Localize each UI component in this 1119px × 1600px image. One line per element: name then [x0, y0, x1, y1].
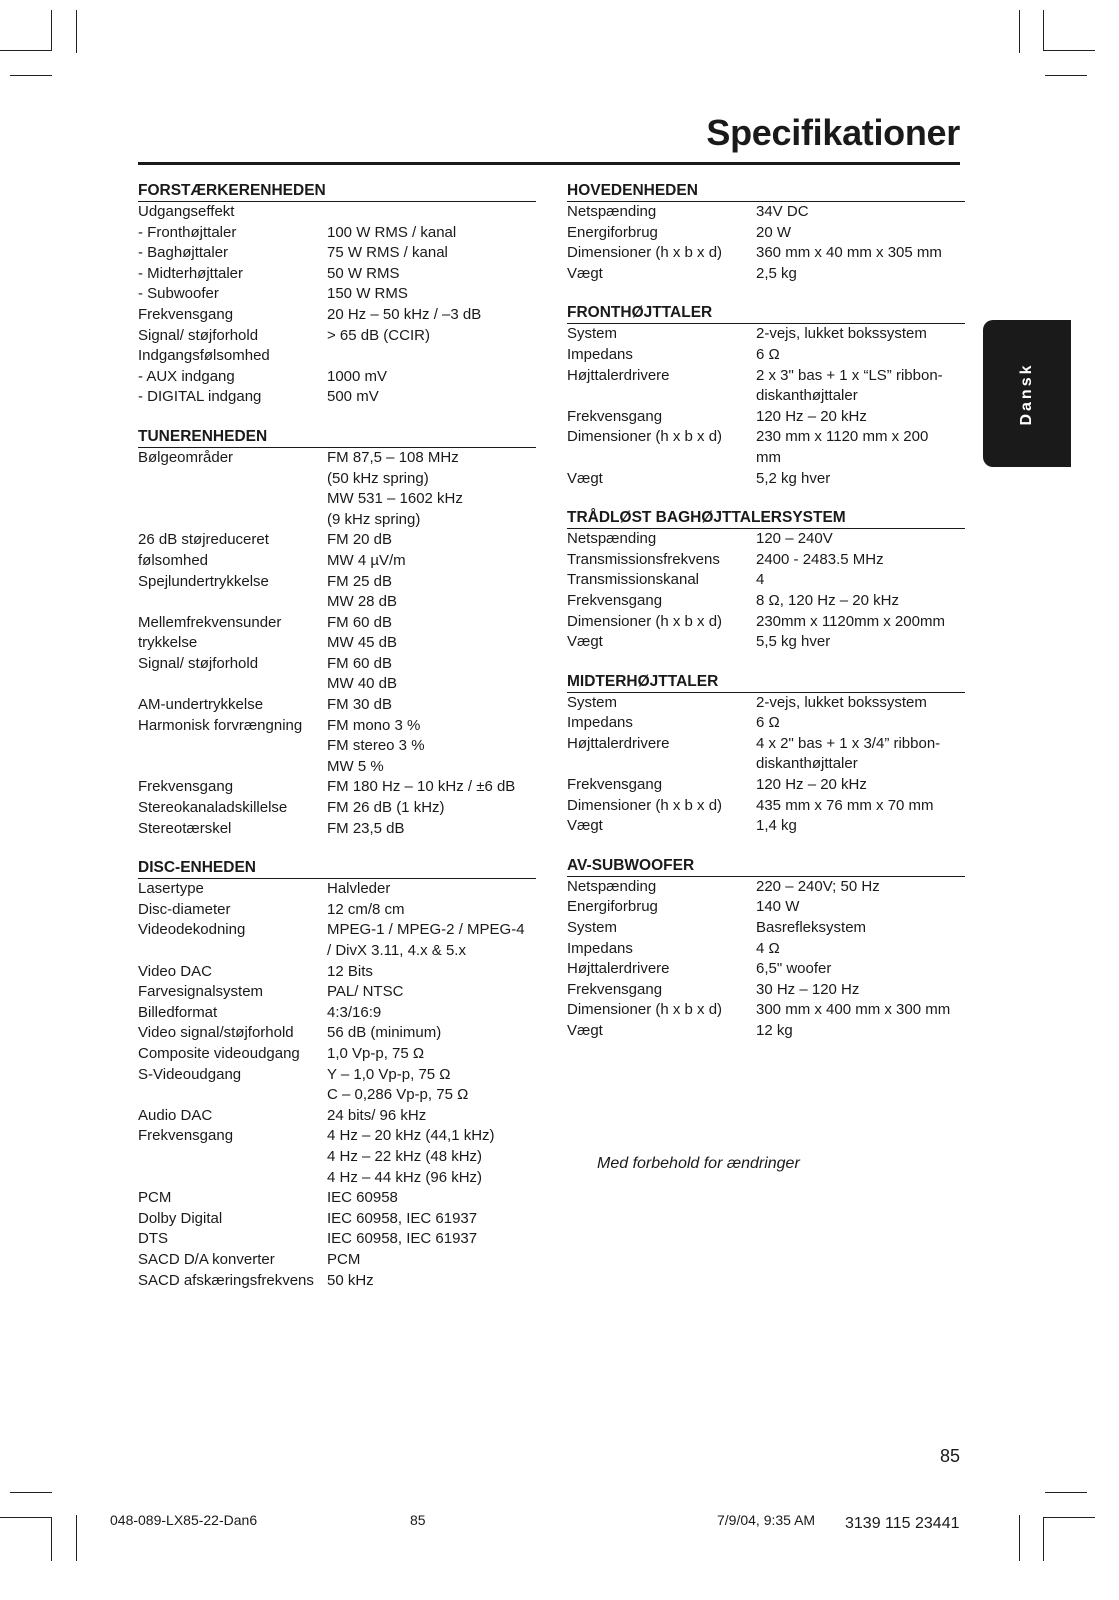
- title-rule: [138, 162, 960, 165]
- section-heading: MIDTERHØJTTALER: [567, 673, 965, 693]
- spec-row: [138, 305, 536, 326]
- spec-value: 4: [756, 571, 765, 589]
- crop-mark: [1019, 10, 1020, 53]
- crop-mark: [10, 75, 52, 76]
- spec-label: - Midterhøjttaler: [138, 264, 244, 282]
- disclaimer-note: Med forbehold for ændringer: [597, 1155, 800, 1172]
- spec-label: Composite videoudgang: [138, 1044, 300, 1062]
- spec-value: 230mm x 1120mm x 200mm: [756, 612, 945, 630]
- spec-row: [138, 1209, 536, 1230]
- spec-label: SACD afskæringsfrekvens: [138, 1271, 314, 1289]
- spec-label: Dimensioner (h x b x d): [567, 428, 723, 446]
- spec-value: 2-vejs, lukket bokssystem: [756, 325, 927, 343]
- spec-row: [567, 693, 965, 714]
- spec-row: [138, 695, 536, 716]
- spec-value: (50 kHz spring): [327, 469, 429, 487]
- spec-value: 12 Bits: [327, 962, 373, 980]
- spec-label: [138, 674, 327, 695]
- spec-value: 360 mm x 40 mm x 305 mm: [756, 244, 942, 262]
- spec-label: [138, 941, 327, 962]
- spec-row: [567, 223, 965, 244]
- spec-row: [138, 387, 536, 408]
- spec-row: [567, 469, 965, 490]
- spec-label: Netspænding: [567, 530, 657, 548]
- spec-value: FM mono 3 %: [327, 716, 421, 734]
- section-heading: AV-SUBWOOFER: [567, 857, 965, 877]
- spec-row: [138, 551, 536, 572]
- spec-value: > 65 dB (CCIR): [327, 326, 430, 344]
- spec-label: Dimensioner (h x b x d): [567, 796, 723, 814]
- spec-label: Højttalerdrivere: [567, 960, 670, 978]
- spec-label: AM-undertrykkelse: [138, 696, 264, 714]
- spec-label: System: [567, 919, 618, 937]
- footer-datetime: 7/9/04, 9:35 AM: [717, 1512, 816, 1528]
- spec-value: 50 kHz: [327, 1271, 374, 1289]
- spec-section: [567, 857, 965, 1042]
- spec-value: IEC 60958, IEC 61937: [327, 1209, 478, 1227]
- spec-value: IEC 60958, IEC 61937: [327, 1230, 478, 1248]
- spec-row: [567, 570, 965, 591]
- spec-row: [138, 530, 536, 551]
- spec-label: Frekvensgang: [567, 776, 663, 794]
- spec-row: [138, 941, 536, 962]
- spec-value: 4 Ω: [756, 939, 780, 957]
- spec-label: Frekvensgang: [567, 407, 663, 425]
- spec-value: 20 Hz – 50 kHz / –3 dB: [327, 305, 482, 323]
- section-heading: FORSTÆRKERENHEDEN: [138, 182, 536, 202]
- spec-row: [138, 1188, 536, 1209]
- spec-value: 300 mm x 400 mm x 300 mm: [756, 1001, 951, 1019]
- spec-section: [138, 428, 536, 839]
- spec-label: [567, 386, 756, 407]
- spec-label: Indgangsfølsomhed: [138, 347, 270, 365]
- spec-row: [567, 448, 965, 469]
- spec-value: 2400 - 2483.5 MHz: [756, 550, 884, 568]
- spec-section: [138, 182, 536, 408]
- spec-label: Farvesignalsystem: [138, 983, 264, 1001]
- spec-value: C – 0,286 Vp-p, 75 Ω: [327, 1086, 469, 1104]
- spec-value: FM 30 dB: [327, 696, 393, 714]
- spec-label: Energiforbrug: [567, 898, 658, 916]
- spec-row: [138, 223, 536, 244]
- spec-row: [138, 1023, 536, 1044]
- spec-label: Frekvensgang: [567, 591, 663, 609]
- spec-label: Dimensioner (h x b x d): [567, 612, 723, 630]
- spec-label: - AUX indgang: [138, 367, 235, 385]
- spec-row: [138, 1250, 536, 1271]
- spec-value: FM 25 dB: [327, 572, 393, 590]
- spec-row: [138, 264, 536, 285]
- footer-file: 048-089-LX85-22-Dan6: [110, 1512, 258, 1528]
- spec-label: Højttalerdrivere: [567, 734, 670, 752]
- spec-section: [567, 673, 965, 837]
- spec-label: Højttalerdrivere: [567, 366, 670, 384]
- spec-value: diskanthøjttaler: [756, 387, 858, 405]
- spec-row: [138, 367, 536, 388]
- spec-label: Frekvensgang: [138, 305, 234, 323]
- spec-label: Transmissionskanal: [567, 571, 699, 589]
- spec-row: [567, 427, 965, 448]
- spec-row: [567, 796, 965, 817]
- spec-label: - Subwoofer: [138, 285, 219, 303]
- spec-value: FM 60 dB: [327, 613, 393, 631]
- spec-value: IEC 60958: [327, 1189, 398, 1207]
- crop-mark: [1043, 50, 1095, 51]
- spec-label: [138, 592, 327, 613]
- spec-label: [138, 736, 327, 757]
- spec-value: FM 60 dB: [327, 654, 393, 672]
- spec-label: Netspænding: [567, 203, 657, 220]
- right-column: [567, 182, 965, 1062]
- spec-row: [138, 982, 536, 1003]
- spec-value: 150 W RMS: [327, 285, 408, 303]
- spec-row: [567, 324, 965, 345]
- spec-label: Signal/ støjforhold: [138, 326, 259, 344]
- spec-label: Impedans: [567, 345, 633, 363]
- spec-value: FM 87,5 – 108 MHz: [327, 448, 459, 466]
- spec-value: 50 W RMS: [327, 264, 400, 282]
- spec-value: 2 x 3" bas + 1 x “LS” ribbon-: [756, 366, 943, 384]
- spec-value: Halvleder: [327, 880, 391, 898]
- spec-label: Stereotærskel: [138, 819, 232, 837]
- spec-value: 4:3/16:9: [327, 1003, 382, 1021]
- spec-row: [138, 613, 536, 634]
- spec-label: Dimensioner (h x b x d): [567, 244, 723, 262]
- spec-row: [567, 345, 965, 366]
- section-heading: TUNERENHEDEN: [138, 428, 536, 448]
- spec-value: MPEG-1 / MPEG-2 / MPEG-4: [327, 921, 525, 939]
- spec-value: FM stereo 3 %: [327, 737, 425, 755]
- spec-row: [138, 243, 536, 264]
- spec-row: [567, 918, 965, 939]
- spec-label: Frekvensgang: [567, 980, 663, 998]
- spec-row: [567, 754, 965, 775]
- spec-row: [138, 1126, 536, 1147]
- spec-label: Harmonisk forvrængning: [138, 716, 303, 734]
- crop-mark: [51, 10, 52, 51]
- spec-value: 1,4 kg: [756, 817, 797, 835]
- spec-label: [138, 757, 327, 778]
- spec-label: Video signal/støjforhold: [138, 1024, 294, 1042]
- spec-value: / DivX 3.11, 4.x & 5.x: [327, 942, 466, 959]
- spec-label: System: [567, 325, 618, 343]
- crop-mark: [1043, 1517, 1044, 1561]
- section-heading: TRÅDLØST BAGHØJTTALERSYSTEM: [567, 509, 965, 529]
- left-column: [138, 182, 536, 1311]
- spec-section: [567, 182, 965, 284]
- spec-value: [327, 202, 536, 223]
- spec-label: Transmissionsfrekvens: [567, 550, 720, 568]
- spec-value: 4 Hz – 44 kHz (96 kHz): [327, 1168, 483, 1186]
- spec-row: [138, 346, 536, 367]
- spec-value: 4 Hz – 20 kHz (44,1 kHz): [327, 1127, 495, 1145]
- crop-mark: [76, 10, 77, 53]
- spec-row: [567, 959, 965, 980]
- spec-label: [567, 448, 756, 469]
- spec-value: 34V DC: [756, 203, 809, 220]
- spec-row: [138, 819, 536, 840]
- spec-row: [138, 777, 536, 798]
- spec-row: [138, 469, 536, 490]
- spec-value: 6,5" woofer: [756, 960, 832, 978]
- spec-row: [138, 1168, 536, 1189]
- spec-label: Dolby Digital: [138, 1209, 223, 1227]
- spec-value: MW 28 dB: [327, 593, 398, 611]
- spec-label: DTS: [138, 1230, 168, 1248]
- spec-label: PCM: [138, 1189, 172, 1207]
- spec-row: [138, 1271, 536, 1292]
- spec-label: [138, 489, 327, 510]
- spec-label: Frekvensgang: [138, 778, 234, 796]
- language-tab-label: Dansk: [1018, 361, 1035, 426]
- spec-row: [567, 816, 965, 837]
- spec-row: [138, 326, 536, 347]
- spec-row: [138, 879, 536, 900]
- spec-value: 6 Ω: [756, 345, 780, 363]
- spec-label: Spejlundertrykkelse: [138, 572, 269, 590]
- spec-row: [138, 757, 536, 778]
- spec-value: 100 W RMS / kanal: [327, 223, 457, 241]
- spec-row: [138, 284, 536, 305]
- spec-value: 230 mm x 1120 mm x 200: [756, 428, 929, 446]
- spec-label: 26 dB støjreduceret: [138, 531, 269, 549]
- spec-label: - Baghøjttaler: [138, 244, 229, 262]
- spec-value: FM 23,5 dB: [327, 819, 405, 837]
- spec-value: 2-vejs, lukket bokssystem: [756, 693, 927, 711]
- crop-mark: [1045, 75, 1087, 76]
- spec-value: 8 Ω, 120 Hz – 20 kHz: [756, 591, 899, 609]
- spec-row: [138, 1044, 536, 1065]
- spec-value: FM 180 Hz – 10 kHz / ±6 dB: [327, 778, 516, 796]
- spec-label: Disc-diameter: [138, 900, 231, 918]
- crop-mark: [0, 1517, 52, 1518]
- spec-value: FM 20 dB: [327, 531, 393, 549]
- spec-label: - DIGITAL indgang: [138, 388, 262, 406]
- spec-label: Vægt: [567, 817, 603, 835]
- footer-page: 85: [410, 1512, 426, 1528]
- spec-row: [138, 716, 536, 737]
- spec-label: S-Videoudgang: [138, 1065, 242, 1083]
- spec-value: [327, 346, 536, 367]
- spec-value: 20 W: [756, 223, 792, 241]
- spec-value: 435 mm x 76 mm x 70 mm: [756, 796, 934, 814]
- spec-value: 120 Hz – 20 kHz: [756, 407, 867, 425]
- spec-row: [567, 243, 965, 264]
- spec-value: 12 cm/8 cm: [327, 900, 405, 918]
- spec-value: mm: [756, 448, 781, 466]
- crop-mark: [10, 1492, 52, 1493]
- spec-value: MW 4 µV/m: [327, 551, 406, 569]
- spec-value: 1,0 Vp-p, 75 Ω: [327, 1044, 425, 1062]
- spec-label: - Fronthøjttaler: [138, 223, 237, 241]
- spec-row: [567, 264, 965, 285]
- spec-label: Impedans: [567, 714, 633, 732]
- spec-row: [567, 612, 965, 633]
- crop-mark: [51, 1517, 52, 1561]
- spec-row: [567, 591, 965, 612]
- spec-row: [138, 1147, 536, 1168]
- spec-value: MW 45 dB: [327, 634, 398, 652]
- spec-value: Basrefleksystem: [756, 919, 867, 937]
- spec-value: diskanthøjttaler: [756, 755, 858, 773]
- spec-label: Videodekodning: [138, 921, 246, 939]
- spec-section: [567, 304, 965, 489]
- spec-label: Vægt: [567, 633, 603, 651]
- spec-value: 120 Hz – 20 kHz: [756, 776, 867, 794]
- spec-row: [567, 1000, 965, 1021]
- spec-label: Bølgeområder: [138, 448, 234, 466]
- language-tab: [983, 320, 1071, 467]
- spec-value: 56 dB (minimum): [327, 1024, 442, 1042]
- spec-row: [138, 798, 536, 819]
- spec-value: 24 bits/ 96 kHz: [327, 1106, 427, 1124]
- spec-row: [567, 877, 965, 898]
- spec-row: [138, 572, 536, 593]
- spec-row: [567, 366, 965, 387]
- spec-value: Y – 1,0 Vp-p, 75 Ω: [327, 1065, 451, 1083]
- spec-section: [138, 859, 536, 1291]
- spec-row: [567, 897, 965, 918]
- spec-label: Vægt: [567, 264, 603, 282]
- crop-mark: [1043, 10, 1044, 51]
- spec-row: [567, 713, 965, 734]
- page-title: Specifikationer: [706, 112, 960, 153]
- spec-label: Audio DAC: [138, 1106, 213, 1124]
- spec-value: 2,5 kg: [756, 264, 797, 282]
- spec-value: MW 40 dB: [327, 675, 398, 693]
- spec-label: Vægt: [567, 1022, 603, 1039]
- spec-row: [567, 632, 965, 653]
- spec-label: Mellemfrekvensunder: [138, 613, 282, 631]
- spec-row: [138, 1003, 536, 1024]
- page-number: 85: [940, 1446, 961, 1466]
- spec-row: [138, 736, 536, 757]
- spec-label: System: [567, 693, 618, 711]
- crop-mark: [1043, 1517, 1095, 1518]
- footer-code: 3139 115 23441: [845, 1515, 960, 1532]
- spec-label: [138, 510, 327, 531]
- spec-label: [138, 1147, 327, 1168]
- spec-value: PCM: [327, 1250, 361, 1268]
- section-heading: FRONTHØJTTALER: [567, 304, 965, 324]
- spec-label: Signal/ støjforhold: [138, 654, 259, 672]
- spec-row: [567, 980, 965, 1001]
- spec-row: [567, 202, 965, 223]
- spec-value: PAL/ NTSC: [327, 983, 404, 1001]
- spec-row: [138, 962, 536, 983]
- section-heading: DISC-ENHEDEN: [138, 859, 536, 879]
- spec-value: 5,5 kg hver: [756, 633, 831, 651]
- spec-row: [567, 529, 965, 550]
- spec-row: [567, 407, 965, 428]
- spec-label: [567, 754, 756, 775]
- spec-row: [138, 1085, 536, 1106]
- spec-label: trykkelse: [138, 634, 198, 652]
- spec-value: 140 W: [756, 898, 800, 916]
- spec-label: Impedans: [567, 939, 633, 957]
- spec-label: Billedformat: [138, 1003, 218, 1021]
- spec-row: [567, 775, 965, 796]
- spec-label: [138, 1085, 327, 1106]
- spec-value: FM 26 dB (1 kHz): [327, 799, 445, 817]
- spec-value: 220 – 240V; 50 Hz: [756, 877, 880, 895]
- spec-label: [138, 469, 327, 490]
- spec-row: [138, 592, 536, 613]
- spec-label: Netspænding: [567, 877, 657, 895]
- spec-label: Vægt: [567, 469, 603, 487]
- spec-value: (9 kHz spring): [327, 510, 421, 528]
- spec-row: [138, 1106, 536, 1127]
- spec-row: [138, 489, 536, 510]
- spec-value: 500 mV: [327, 388, 379, 406]
- crop-mark: [76, 1515, 77, 1561]
- spec-label: Video DAC: [138, 962, 212, 980]
- spec-row: [138, 510, 536, 531]
- spec-value: 5,2 kg hver: [756, 469, 831, 487]
- spec-row: [567, 734, 965, 755]
- spec-label: Udgangseffekt: [138, 203, 235, 220]
- spec-value: 120 – 240V: [756, 530, 833, 548]
- spec-row: [138, 1229, 536, 1250]
- spec-value: 1000 mV: [327, 367, 388, 385]
- spec-value: 4 Hz – 22 kHz (48 kHz): [327, 1147, 483, 1165]
- spec-row: [138, 202, 536, 223]
- spec-value: 4 x 2" bas + 1 x 3/4” ribbon-: [756, 734, 941, 752]
- crop-mark: [0, 50, 52, 51]
- spec-row: [138, 674, 536, 695]
- spec-row: [138, 654, 536, 675]
- spec-row: [567, 550, 965, 571]
- spec-label: følsomhed: [138, 551, 209, 569]
- spec-row: [567, 1021, 965, 1042]
- spec-row: [138, 448, 536, 469]
- spec-row: [138, 1065, 536, 1086]
- spec-row: [138, 633, 536, 654]
- spec-value: 6 Ω: [756, 714, 780, 732]
- spec-label: Stereokanaladskillelse: [138, 799, 288, 817]
- spec-row: [567, 939, 965, 960]
- spec-row: [138, 900, 536, 921]
- spec-value: MW 531 – 1602 kHz: [327, 490, 463, 508]
- spec-label: Energiforbrug: [567, 223, 658, 241]
- spec-value: MW 5 %: [327, 757, 384, 775]
- spec-section: [567, 509, 965, 653]
- crop-mark: [1045, 1492, 1087, 1493]
- spec-value: 12 kg: [756, 1022, 793, 1039]
- spec-row: [567, 386, 965, 407]
- crop-mark: [1019, 1515, 1020, 1561]
- spec-label: SACD D/A konverter: [138, 1250, 275, 1268]
- spec-label: Dimensioner (h x b x d): [567, 1001, 723, 1019]
- spec-label: [138, 1168, 327, 1189]
- spec-label: Lasertype: [138, 880, 204, 898]
- spec-value: 30 Hz – 120 Hz: [756, 980, 860, 998]
- spec-label: Frekvensgang: [138, 1127, 234, 1145]
- spec-value: 75 W RMS / kanal: [327, 244, 448, 262]
- section-heading: HOVEDENHEDEN: [567, 182, 965, 202]
- spec-row: [138, 920, 536, 941]
